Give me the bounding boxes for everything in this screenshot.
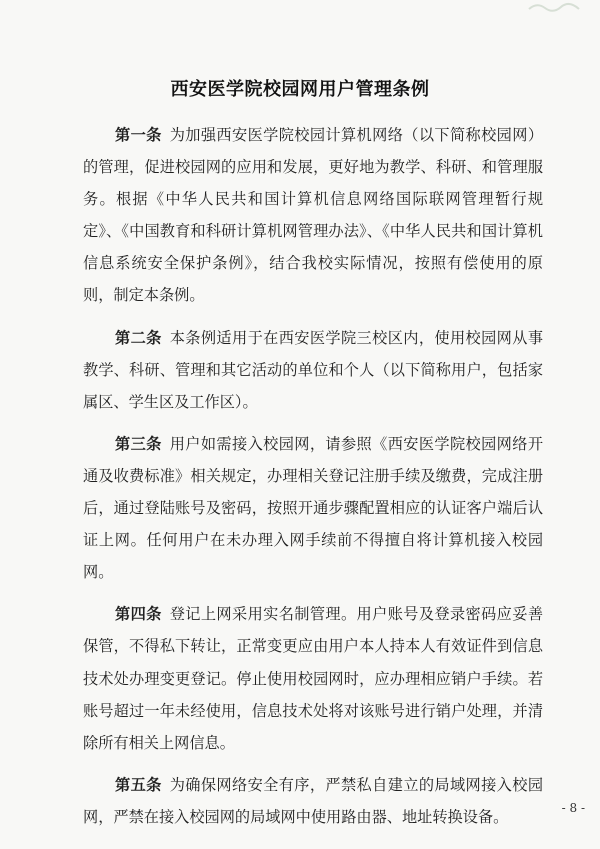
article-text: 本条例适用于在西安医学院三校区内，使用校园网从事教学、科研、管理和其它活动的单位和个人（以下简称用户，包括家属区、学生区及工作区）。	[83, 328, 544, 411]
document-title: 西安医学院校园网用户管理条例	[170, 79, 430, 100]
article-heading: 第五条	[115, 775, 162, 794]
article-heading: 第二条	[115, 328, 162, 347]
article-text: 登记上网采用实名制管理。用户账号及登录密码应妥善保管，不得私下转让，正常变更应由用户本人持本人有效证件到信息技术处办理变更登记。停止使用校园网时，应办理相应销户手续。若账号超过一年未经使用，信息技术处将对该账号进行销户处理，并清除所有相关上网信息。	[83, 605, 544, 752]
document-body	[83, 119, 543, 843]
article-text: 为加强西安医学院校园计算机网络（以下简称校园网）的管理，促进校园网的应用和发展，更好地为教学、科研、和管理服务。根据《中华人民共和国计算机信息网络国际联网管理暂行规定》、《中国教育和科研计算机网管理办法》、《中华人民共和国计算机信息系统安全保护条例》，结合我校实际情况，按照有偿使用的原则，制定本条例。	[83, 126, 544, 305]
article-heading: 第三条	[115, 434, 162, 453]
stamp-mark-icon	[525, 0, 585, 14]
article-1	[83, 119, 543, 312]
article-text: 用户如需接入校园网，请参照《西安医学院校园网络开通及收费标准》相关规定，办理相关登记注册手续及缴费，完成注册后，通过登陆账号及密码，按照开通步骤配置相应的认证客户端后认证上网。任何用户在未办理入网手续前不得擅自将计算机接入校园网。	[83, 434, 544, 582]
article-3	[83, 428, 543, 588]
article-heading: 第四条	[115, 605, 162, 624]
page-number: - 8 -	[561, 801, 585, 815]
article-heading: 第一条	[115, 126, 162, 144]
article-text: 为确保网络安全有序，严禁私自建立的局域网接入校园网，严禁在接入校园网的局域网中使用路由器、地址转换设备。	[83, 775, 544, 826]
article-4	[83, 598, 543, 758]
article-2	[83, 322, 543, 418]
